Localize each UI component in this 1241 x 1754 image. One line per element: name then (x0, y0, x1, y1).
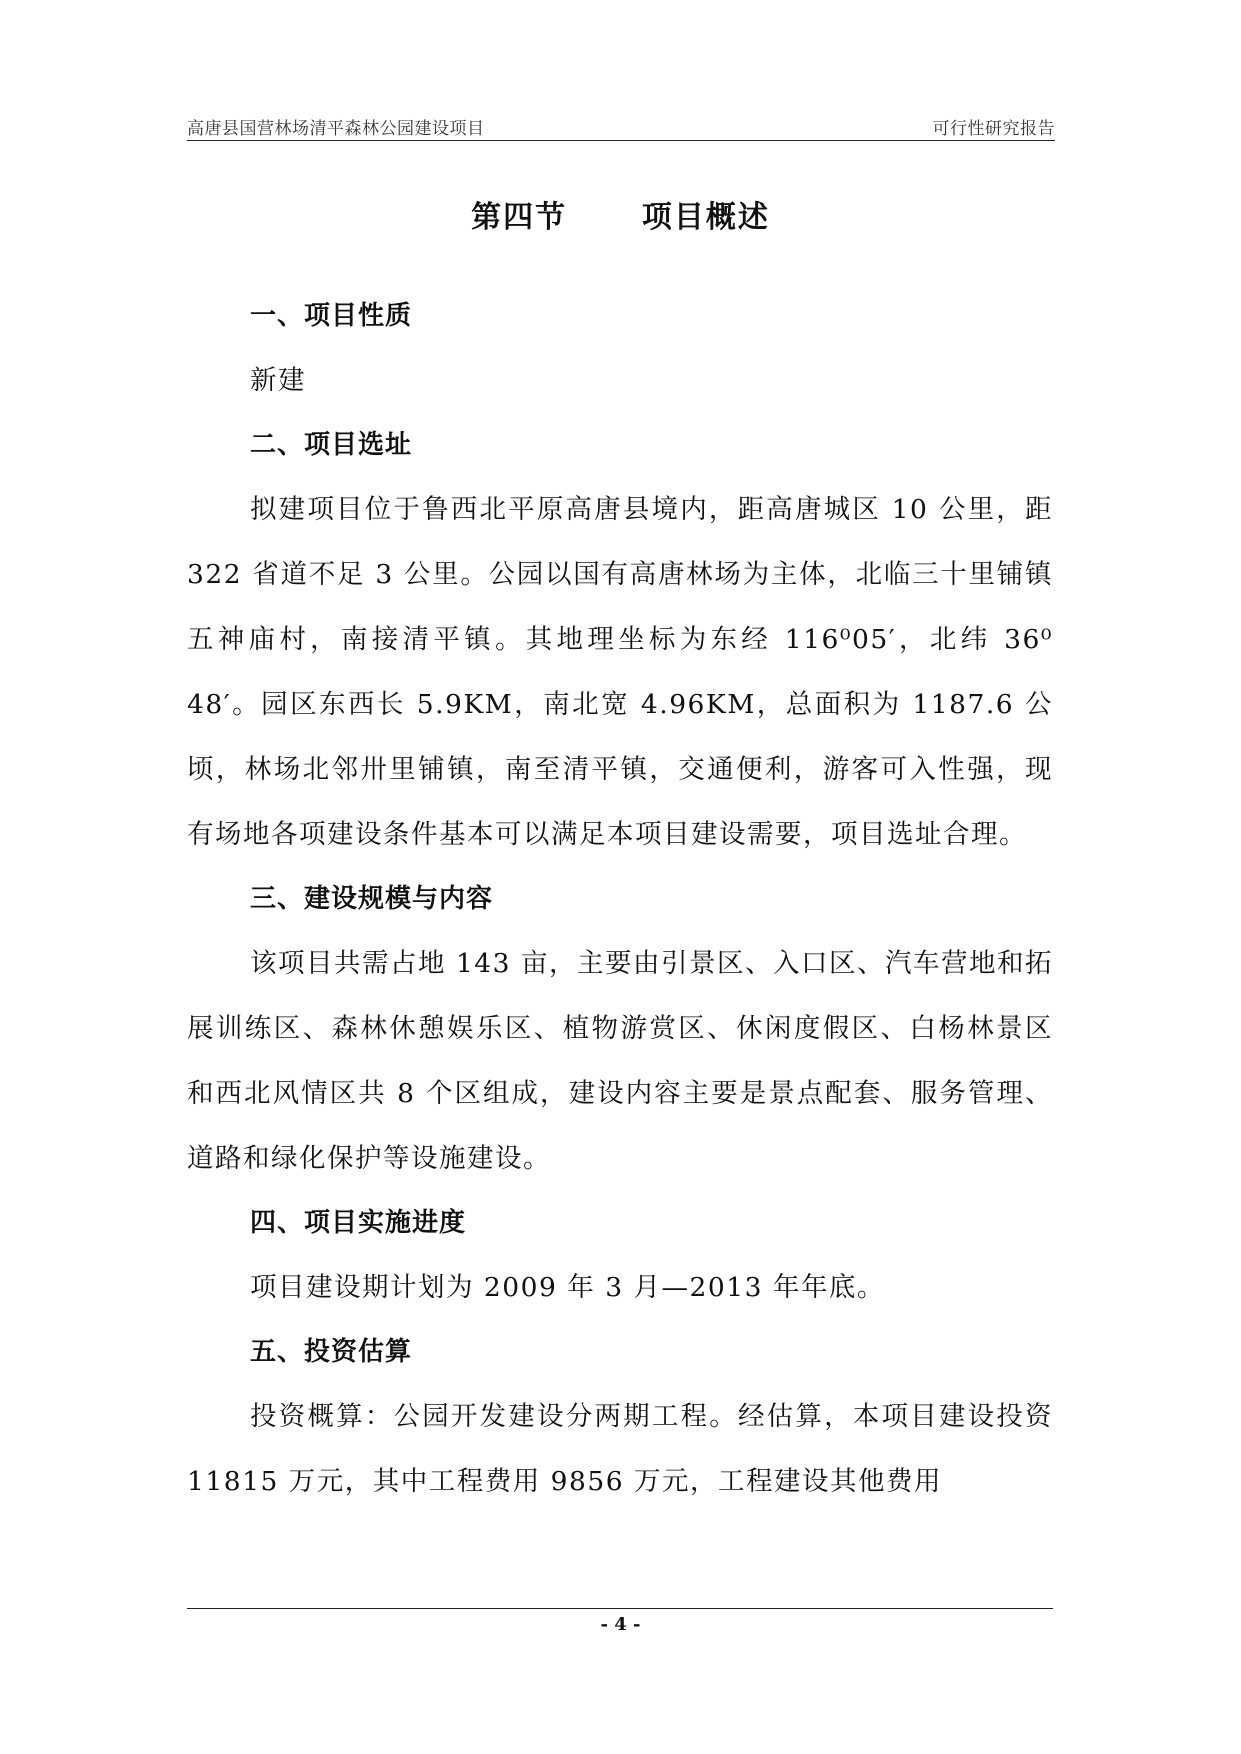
heading-investment: 五、投资估算 (250, 1337, 413, 1367)
page-header (187, 110, 1055, 141)
header-project-name: 高唐县国营林场清平森林公园建设项目 (187, 119, 485, 139)
header-report-type: 可行性研究报告 (932, 119, 1055, 139)
document-body (187, 284, 1053, 1514)
paragraph-investment: 投资概算：公园开发建设分两期工程。经估算，本项目建设投资 11815 万元，其中工程费用 9856 万元，工程建设其他费用 (187, 1401, 1053, 1497)
page-number: - 4 - (600, 1614, 641, 1635)
paragraph-scale-content: 该项目共需占地 143 亩，主要由引景区、入口区、汽车营地和拓展训练区、森林休憩娱乐区、植物游赏区、休闲度假区、白杨林景区和西北风情区共 8 个区组成，建设内容主要是景点配套、服务管理、道路和绿化保护等设施建设。 (187, 948, 1053, 1174)
heading-schedule: 四、项目实施进度 (250, 1208, 467, 1238)
heading-project-site: 二、项目选址 (250, 430, 413, 460)
section-title: 第四节 项目概述 (471, 200, 770, 235)
heading-scale-content: 三、建设规模与内容 (250, 884, 494, 914)
paragraph-project-nature: 新建 (250, 365, 306, 396)
heading-project-nature: 一、项目性质 (250, 301, 413, 331)
paragraph-project-site: 拟建项目位于鲁西北平原高唐县境内，距高唐城区 10 公里，距 322 省道不足 3 公里。公园以国有高唐林场为主体，北临三十里铺镇五神庙村，南接清平镇。其地理坐标为东经 116⁰05′，北纬 36⁰ 48′。园区东西长 5.9KM，南北宽 4.96KM，总面积为 1187.6 公顷，林场北邻卅里铺镇，南至清平镇，交通便利，游客可入性强，现有场地各项建设条件基本可以满足本项目建设需要，项目选址合理。 (187, 494, 1053, 850)
paragraph-schedule: 项目建设期计划为 2009 年 3 月—2013 年年底。 (250, 1272, 885, 1303)
footer-divider (187, 1608, 1053, 1609)
